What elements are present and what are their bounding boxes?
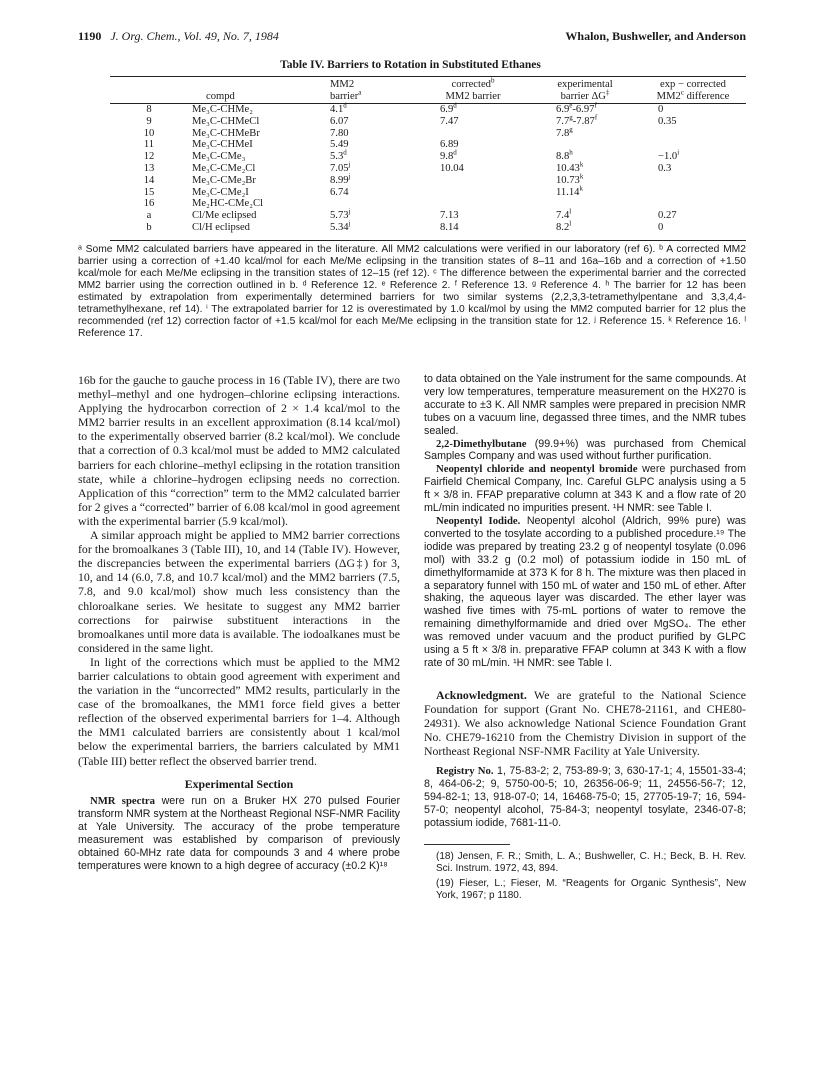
paragraph: In light of the corrections which must be applied to the MM2 barrier calculations to obtain good agreement with experiment and the variation in the “uncorrected” MM2 results, particularly in the case of the bromoalkanes, the MM1 force field gives a better reflection of the observed experimental barriers for 1–4. Although the MM1 calculated barriers are consistently about 1 kcal/mol below the experimental barriers, the barriers calculated by MM1 (Table III) better reflect the observed barrier trend. bbox=[78, 654, 400, 768]
page-number: 1190 bbox=[78, 29, 102, 43]
mm2-barrier: 5.34$^j$ bbox=[330, 219, 351, 233]
header-difference: exp − corrected MM2$^c$ difference bbox=[656, 79, 730, 102]
row-id: 15 bbox=[143, 186, 155, 198]
table-row bbox=[110, 163, 746, 175]
row-id: 13 bbox=[143, 162, 155, 174]
corrected-barrier: 9.8$^d$ bbox=[440, 148, 457, 163]
row-id: 8 bbox=[146, 104, 152, 115]
corrected-barrier bbox=[416, 128, 530, 140]
difference: 0.35 bbox=[658, 115, 677, 127]
row-id: b bbox=[146, 221, 152, 233]
difference bbox=[640, 175, 746, 187]
compound: Cl/H eclipsed bbox=[192, 221, 250, 233]
experimental-barrier: 10.43$^k$ bbox=[556, 160, 584, 174]
page-header bbox=[78, 29, 746, 45]
experimental-barrier: 8.2$^l$ bbox=[556, 219, 572, 233]
header-compd: compd bbox=[206, 90, 235, 102]
row-id: 14 bbox=[143, 174, 155, 186]
experimental-barrier: 7.7$^g$-7.87$^f$ bbox=[556, 113, 598, 127]
paragraph: to data obtained on the Yale instrument for the same compounds. At very low temperatures, temperature measurement on the HX270 is accurate to ±3 K. All NMR samples were prepared in precision NMR tubes on a vacuum line, degassed three times, and the NMR tubes sealed. bbox=[424, 373, 746, 437]
paragraph: Neopentyl chloride and neopentyl bromide were purchased from Fairfield Chemical Company, Inc. Careful GLPC analysis using a 5 ft × 3/8 in. FFAP preparative column at 343 K and a flow rate of 20 mL/min indicated no impurities present. ¹H NMR: see Table I. bbox=[424, 463, 747, 515]
table-row bbox=[110, 151, 746, 163]
corrected-barrier: 6.9$^d$ bbox=[440, 101, 457, 115]
header-experimental: experimental barrier ΔG‡ bbox=[557, 79, 613, 102]
mm2-barrier: 6.74 bbox=[330, 186, 349, 198]
difference: 0.3 bbox=[658, 162, 672, 174]
row-id: 11 bbox=[143, 139, 155, 151]
table-row bbox=[110, 128, 746, 140]
table-row bbox=[110, 102, 746, 116]
experimental-barrier: 10.73$^k$ bbox=[556, 172, 584, 186]
table-row bbox=[110, 198, 746, 210]
table-bottom-rule bbox=[110, 240, 746, 241]
corrected-barrier bbox=[416, 187, 530, 199]
table-footnotes: ᵃ Some MM2 calculated barriers have appeared in the literature. All MM2 calculations were verified in our laboratory (ref 6). ᵇ A corrected MM2 barrier using a correction of +1.40 kcal/mol for each Me/Me eclipsing in the transition states of 8–11 and 16a–16b and a correction of +1.50 kcal/mole for each Me/Me eclipsing in the transition states of 12–15 (ref 12). ᶜ The difference between the experimental barrier and the corrected MM2 barrier using the correction outlined in b. ᵈ Reference 12. ᵉ Reference 2. ᶠ Reference 13. ᵍ Reference 4. ʰ The barrier for 12 has been estimated by extrapolation from experimentally determined barriers for two similar systems (2,2,3,3-tetramethylpentane and 3,3,4,4-tetramethylhexane, ref 14). ⁱ The extrapolated barrier for 12 is overestimated by 1.0 kcal/mol by using the MM2 computed barrier for 12 plus the recommended (ref 12) correction factor of +1.5 kcal/mol for each Me/Me eclipsing in the transition state for 12. ʲ Reference 15. ᵏ Reference 16. ˡ Reference 17. bbox=[78, 244, 746, 339]
compound: Me₃C-CMe₂I bbox=[192, 186, 249, 198]
header-corrected: corrected$^b$ MM2 barrier bbox=[445, 76, 501, 102]
difference bbox=[640, 139, 746, 151]
experimental-barrier bbox=[530, 198, 640, 210]
mm2-barrier: 5.73$^j$ bbox=[330, 207, 351, 222]
row-id: 12 bbox=[143, 151, 155, 163]
table-row bbox=[110, 175, 746, 187]
author-names: Whalon, Bushweller, and Anderson bbox=[565, 29, 746, 43]
experimental-barrier: 8.8$^h$ bbox=[556, 148, 573, 163]
table-caption: Table IV. Barriers to Rotation in Substituted Ethanes bbox=[280, 59, 541, 71]
experimental-barrier bbox=[530, 139, 640, 151]
experimental-barrier: 11.14$^k$ bbox=[556, 184, 583, 198]
compound: Me₃C-CHMe₂ bbox=[192, 104, 253, 115]
difference: 0 bbox=[658, 104, 664, 115]
registry-numbers: Registry No. 1, 75-83-2; 2, 753-89-9; 3, 630-17-1; 4, 15501-33-4; 8, 464-06-2; 9, 5750-00-5; 10, 26356-06-9; 11, 24556-56-7; 12, 594-82-1; 13, 918-07-0; 14, 16468-75-0; 15, 27705-19-7; 16, 594-57-0; neopentyl alcohol, 75-84-3; neopentyl tosylate, 2346-07-8; potassium iodide, 7681-11-0. bbox=[424, 765, 746, 829]
table-row bbox=[110, 187, 746, 199]
corrected-barrier: 8.14 bbox=[440, 221, 459, 233]
mm2-barrier: 6.07 bbox=[330, 115, 349, 127]
paragraph: Neopentyl Iodide. Neopentyl alcohol (Aldrich, 99% pure) was converted to the tosylate according to a published procedure.¹⁹ The iodide was prepared by treating 23.2 g of neopentyl tosylate (0.096 mol) with 33.2 g (0.2 mol) of potassium iodide in 150 mL of dimethylformamide at 373 K for 8 h. The mixture was then placed in a separatory funnel with 150 mL of water and 150 mL of ether. After shaking, the aqueous layer was discarded. The ether layer was washed five times with 75-mL portions of water to remove the remaining dimethylformamide and dried over MgSO₄. The ether was removed under vacuum and the product purified by GLPC using a 5 ft × 3/8 in. preparative FFAP column at 343 K with a flow rate of 30 mL/min. ¹H NMR: see Table I. bbox=[424, 514, 746, 669]
right-column bbox=[424, 373, 746, 905]
mm2-barrier: 7.05$^j$ bbox=[330, 160, 351, 174]
mm2-barrier: 5.49 bbox=[330, 139, 349, 151]
table-row bbox=[110, 222, 746, 234]
reference-19: (19) Fieser, L.; Fieser, M. “Reagents for Organic Synthesis”, New York, 1967; p 1180. bbox=[436, 877, 746, 901]
mm2-barrier: 7.80 bbox=[330, 127, 349, 139]
experimental-barrier: 6.9e-6.97$^f$ bbox=[556, 101, 597, 115]
paragraph: 2,2-Dimethylbutane (99.9+%) was purchased from Chemical Samples Company and was used without further purification. bbox=[424, 437, 746, 463]
compound: Me₃C-CHMeI bbox=[192, 139, 253, 151]
table-header-row bbox=[110, 77, 746, 102]
barriers-table bbox=[110, 77, 746, 234]
mm2-barrier: 4.1$^d$ bbox=[330, 101, 347, 115]
compound: Me₃C-CHMeBr bbox=[192, 127, 260, 139]
corrected-barrier: 7.47 bbox=[440, 115, 459, 127]
compound: Me₃C-CMe₂Cl bbox=[192, 162, 256, 174]
table-row bbox=[110, 210, 746, 222]
difference bbox=[640, 128, 746, 140]
mm2-barrier: 5.3$^d$ bbox=[330, 148, 347, 163]
corrected-barrier: 10.04 bbox=[440, 162, 464, 174]
compound: Cl/Me eclipsed bbox=[192, 210, 257, 222]
corrected-barrier: 6.89 bbox=[440, 139, 459, 151]
paragraph: 16b for the gauche to gauche process in 16 (Table IV), there are two methyl–methyl and one hydrogen–chlorine eclipsing interactions. Applying the hydrocarbon correction of 2 × 1.4 kcal/mol to the MM2 barrier results in an excellent approximation (8.14 kcal/mol) to the experimentally observed barrier (8.2 kcal/mol). We conclude that a correction of 0.3 kcal/mol must be added to MM2 calculated barriers for each chlorine–methyl eclipsing in the rotation transition state, while a chlorine–hydrogen eclipsing needs no correction. Application of this “correction” term to the MM2 calculated barrier for 2 gives a “corrected” barrier of 6.08 kcal/mol in good agreement with the experimental barrier (5.9 kcal/mol). bbox=[78, 373, 400, 528]
row-id: a bbox=[146, 210, 152, 222]
compound: Me₂HC-CMe₂Cl bbox=[192, 198, 263, 210]
corrected-barrier bbox=[416, 175, 530, 187]
row-id: 16 bbox=[143, 198, 155, 210]
paragraph: A similar approach might be applied to MM2 barrier corrections for the bromoalkanes 3 (Table III), 10, and 14 (Table IV). However, the discrepancies between the experimental barriers (ΔG‡) for 3, 10, and 14 (6.0, 7.8, and 10.7 kcal/mol) and the MM2 barriers (7.5, 7.8, and 9.0 kcal/mol) show much less consistency than the chloroalkane series. We hesitate to suggest any MM2 barrier corrections for pairwise substituent interactions in the bromoalkanes until more data is available. The iodoalkanes must be considered in the same light. bbox=[78, 528, 400, 655]
mm2-barrier bbox=[318, 198, 416, 210]
corrected-barrier: 7.13 bbox=[440, 210, 459, 222]
difference bbox=[640, 198, 746, 210]
compound: Me₃C-CMe₃ bbox=[192, 151, 246, 163]
experimental-barrier: 7.8$^g$ bbox=[556, 125, 573, 139]
header-mm2: MM2 barrier$^a$ bbox=[330, 79, 362, 102]
corrected-barrier bbox=[416, 198, 530, 210]
section-title: Experimental Section bbox=[184, 776, 294, 791]
left-column bbox=[78, 373, 400, 873]
row-id: 9 bbox=[146, 115, 152, 127]
mm2-barrier: 8.99$^j$ bbox=[330, 172, 351, 186]
reference-18: (18) Jensen, F. R.; Smith, L. A.; Bushweller, C. H.; Beck, B. H. Rev. Sci. Instrum. 1972, 43, 894. bbox=[436, 850, 746, 874]
compound: Me₃C-CMe₂Br bbox=[192, 174, 256, 186]
references-rule bbox=[424, 844, 510, 845]
journal-citation: J. Org. Chem., Vol. 49, No. 7, 1984 bbox=[110, 29, 279, 43]
row-id: 10 bbox=[143, 127, 155, 139]
difference bbox=[640, 187, 746, 199]
table-row bbox=[110, 139, 746, 151]
table-row bbox=[110, 116, 746, 128]
paragraph: NMR spectra were run on a Bruker HX 270 pulsed Fourier transform NMR system at the Northeast Regional NSF-NMR Facility at Yale University. The accuracy of the probe temperature measurement was established by comparison of previously obtained 60-MHz rate data for compounds 3 and 4 where probe temperatures were known to a high degree of accuracy (±0.2 K)¹⁸ bbox=[78, 794, 401, 872]
difference: 0 bbox=[658, 221, 664, 233]
difference: $-1.0^i$ bbox=[658, 148, 680, 163]
acknowledgment: Acknowledgment. We are grateful to the National Science Foundation for support (Grant No. CHE78-21161, and CHE80-24931). We also acknowledge National Science Foundation Grant No. CHE79-16210 from the Chemistry Division in support of the Northeast Regional NSF-NMR Facility at Yale University. bbox=[424, 687, 746, 759]
compound: Me₃C-CHMeCl bbox=[192, 115, 260, 127]
experimental-barrier: 7.4$^l$ bbox=[556, 207, 572, 222]
difference: 0.27 bbox=[658, 210, 677, 222]
